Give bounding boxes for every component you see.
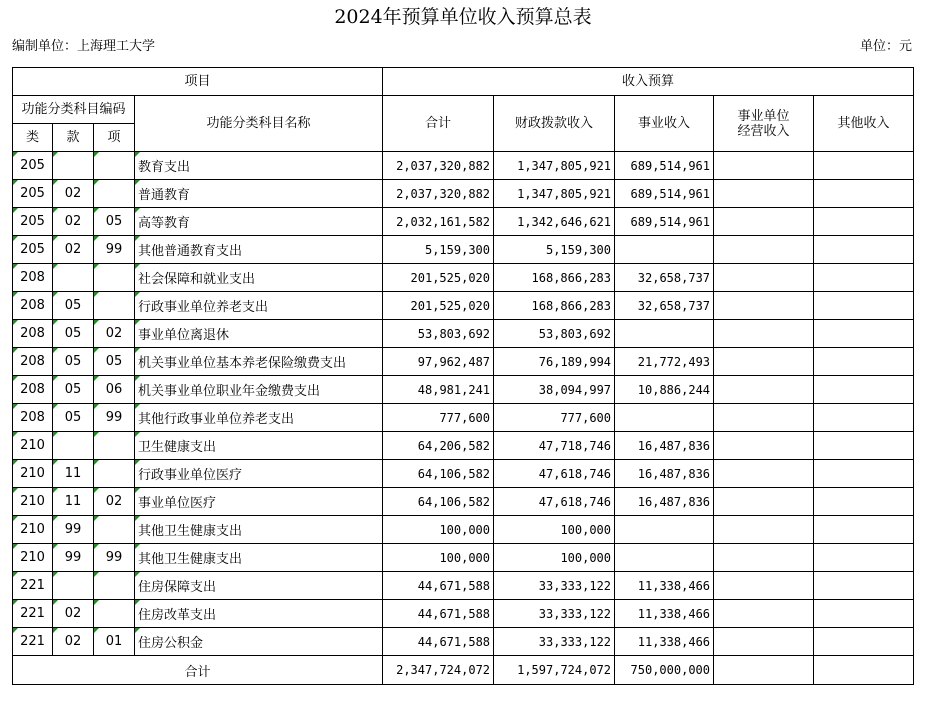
cell-total: 64,106,582	[383, 460, 494, 488]
cell-xiang: 99	[94, 236, 135, 264]
total-label: 合计	[13, 656, 383, 685]
total-business: 750,000,000	[615, 656, 714, 685]
cell-xiang	[94, 572, 135, 600]
header-operating-text: 事业单位经营收入	[737, 108, 790, 139]
cell-other	[814, 292, 914, 320]
header-func-code: 功能分类科目编码	[13, 96, 135, 124]
total-row	[13, 656, 914, 685]
cell-other	[814, 628, 914, 656]
table-row	[13, 488, 914, 516]
cell-lei: 205	[13, 236, 53, 264]
table-row	[13, 432, 914, 460]
cell-func-name: 住房保障支出	[135, 572, 383, 600]
cell-fiscal: 168,866,283	[494, 264, 615, 292]
header-kuan: 款	[53, 124, 94, 152]
cell-func-name: 教育支出	[135, 152, 383, 180]
cell-xiang: 02	[94, 320, 135, 348]
cell-business: 10,886,244	[615, 376, 714, 404]
header-income-budget: 收入预算	[383, 68, 914, 96]
cell-fiscal: 1,347,805,921	[494, 180, 615, 208]
cell-operating	[714, 628, 814, 656]
header-total: 合计	[383, 96, 494, 152]
cell-fiscal: 33,333,122	[494, 600, 615, 628]
cell-fiscal: 100,000	[494, 544, 615, 572]
cell-other	[814, 460, 914, 488]
cell-other	[814, 600, 914, 628]
cell-xiang: 06	[94, 376, 135, 404]
cell-xiang: 01	[94, 628, 135, 656]
cell-total: 97,962,487	[383, 348, 494, 376]
cell-lei: 208	[13, 348, 53, 376]
total-fiscal: 1,597,724,072	[494, 656, 615, 685]
cell-total: 2,037,320,882	[383, 180, 494, 208]
cell-kuan: 05	[53, 348, 94, 376]
cell-xiang	[94, 516, 135, 544]
table-body	[13, 152, 914, 656]
cell-total: 44,671,588	[383, 628, 494, 656]
header-other: 其他收入	[814, 96, 914, 152]
header-row-2	[13, 96, 914, 124]
cell-kuan: 02	[53, 628, 94, 656]
header-func-name: 功能分类科目名称	[135, 96, 383, 152]
total-other	[814, 656, 914, 685]
cell-operating	[714, 236, 814, 264]
header-lei: 类	[13, 124, 53, 152]
cell-operating	[714, 348, 814, 376]
cell-func-name: 行政事业单位养老支出	[135, 292, 383, 320]
cell-xiang	[94, 460, 135, 488]
cell-business: 21,772,493	[615, 348, 714, 376]
cell-lei: 208	[13, 404, 53, 432]
cell-total: 100,000	[383, 544, 494, 572]
cell-operating	[714, 152, 814, 180]
cell-fiscal: 100,000	[494, 516, 615, 544]
cell-operating	[714, 516, 814, 544]
cell-xiang	[94, 152, 135, 180]
cell-operating	[714, 544, 814, 572]
cell-kuan: 02	[53, 180, 94, 208]
table-row	[13, 152, 914, 180]
cell-fiscal: 1,342,646,621	[494, 208, 615, 236]
cell-xiang	[94, 432, 135, 460]
cell-xiang: 99	[94, 404, 135, 432]
cell-total: 64,206,582	[383, 432, 494, 460]
cell-other	[814, 432, 914, 460]
cell-total: 201,525,020	[383, 264, 494, 292]
cell-business	[615, 320, 714, 348]
cell-func-name: 住房公积金	[135, 628, 383, 656]
cell-func-name: 普通教育	[135, 180, 383, 208]
header-xiang: 项	[94, 124, 135, 152]
cell-lei: 210	[13, 516, 53, 544]
cell-kuan	[53, 264, 94, 292]
cell-operating	[714, 572, 814, 600]
cell-operating	[714, 488, 814, 516]
cell-business: 11,338,466	[615, 628, 714, 656]
total-sum: 2,347,724,072	[383, 656, 494, 685]
header-project: 项目	[13, 68, 383, 96]
cell-fiscal: 777,600	[494, 404, 615, 432]
cell-kuan	[53, 572, 94, 600]
table-row	[13, 544, 914, 572]
cell-business	[615, 404, 714, 432]
cell-other	[814, 152, 914, 180]
header-operating	[714, 96, 814, 152]
table-row	[13, 376, 914, 404]
cell-func-name: 其他卫生健康支出	[135, 544, 383, 572]
cell-func-name: 社会保障和就业支出	[135, 264, 383, 292]
cell-operating	[714, 404, 814, 432]
total-operating	[714, 656, 814, 685]
cell-business: 16,487,836	[615, 432, 714, 460]
table-row	[13, 460, 914, 488]
cell-total: 777,600	[383, 404, 494, 432]
cell-func-name: 事业单位离退休	[135, 320, 383, 348]
table-row	[13, 572, 914, 600]
cell-kuan: 99	[53, 516, 94, 544]
cell-business: 689,514,961	[615, 152, 714, 180]
cell-lei: 210	[13, 460, 53, 488]
cell-fiscal: 47,618,746	[494, 488, 615, 516]
cell-func-name: 其他行政事业单位养老支出	[135, 404, 383, 432]
cell-business: 11,338,466	[615, 572, 714, 600]
table-row	[13, 236, 914, 264]
cell-lei: 221	[13, 572, 53, 600]
cell-lei: 205	[13, 152, 53, 180]
cell-fiscal: 47,618,746	[494, 460, 615, 488]
header-fiscal: 财政拨款收入	[494, 96, 615, 152]
cell-xiang: 99	[94, 544, 135, 572]
table-row	[13, 404, 914, 432]
cell-business: 32,658,737	[615, 292, 714, 320]
cell-other	[814, 544, 914, 572]
cell-other	[814, 180, 914, 208]
cell-business: 16,487,836	[615, 460, 714, 488]
cell-func-name: 其他普通教育支出	[135, 236, 383, 264]
table-row	[13, 180, 914, 208]
cell-business: 32,658,737	[615, 264, 714, 292]
cell-lei: 208	[13, 320, 53, 348]
cell-fiscal: 47,718,746	[494, 432, 615, 460]
cell-xiang	[94, 180, 135, 208]
cell-lei: 210	[13, 432, 53, 460]
cell-total: 2,037,320,882	[383, 152, 494, 180]
cell-func-name: 机关事业单位职业年金缴费支出	[135, 376, 383, 404]
cell-fiscal: 5,159,300	[494, 236, 615, 264]
cell-func-name: 住房改革支出	[135, 600, 383, 628]
cell-kuan: 05	[53, 292, 94, 320]
table-row	[13, 516, 914, 544]
cell-total: 64,106,582	[383, 488, 494, 516]
budget-table	[12, 67, 914, 685]
cell-lei: 205	[13, 180, 53, 208]
cell-other	[814, 488, 914, 516]
cell-operating	[714, 264, 814, 292]
cell-fiscal: 1,347,805,921	[494, 152, 615, 180]
cell-business: 689,514,961	[615, 180, 714, 208]
cell-operating	[714, 292, 814, 320]
cell-total: 2,032,161,582	[383, 208, 494, 236]
cell-business: 689,514,961	[615, 208, 714, 236]
cell-total: 53,803,692	[383, 320, 494, 348]
cell-total: 5,159,300	[383, 236, 494, 264]
cell-xiang	[94, 600, 135, 628]
cell-other	[814, 236, 914, 264]
cell-lei: 210	[13, 544, 53, 572]
cell-kuan: 02	[53, 236, 94, 264]
cell-lei: 221	[13, 600, 53, 628]
cell-kuan: 05	[53, 404, 94, 432]
cell-other	[814, 320, 914, 348]
cell-fiscal: 33,333,122	[494, 628, 615, 656]
table-row	[13, 320, 914, 348]
table-row	[13, 628, 914, 656]
cell-lei: 208	[13, 292, 53, 320]
cell-other	[814, 404, 914, 432]
cell-operating	[714, 432, 814, 460]
cell-kuan: 11	[53, 460, 94, 488]
cell-lei: 208	[13, 264, 53, 292]
cell-lei: 208	[13, 376, 53, 404]
cell-fiscal: 53,803,692	[494, 320, 615, 348]
cell-kuan: 05	[53, 320, 94, 348]
cell-other	[814, 516, 914, 544]
cell-func-name: 事业单位医疗	[135, 488, 383, 516]
cell-xiang: 02	[94, 488, 135, 516]
cell-other	[814, 376, 914, 404]
cell-other	[814, 264, 914, 292]
cell-kuan: 05	[53, 376, 94, 404]
cell-kuan: 02	[53, 600, 94, 628]
table-row	[13, 348, 914, 376]
cell-kuan	[53, 152, 94, 180]
cell-func-name: 高等教育	[135, 208, 383, 236]
cell-kuan: 11	[53, 488, 94, 516]
cell-total: 201,525,020	[383, 292, 494, 320]
cell-other	[814, 208, 914, 236]
cell-other	[814, 348, 914, 376]
cell-business: 11,338,466	[615, 600, 714, 628]
cell-business: 16,487,836	[615, 488, 714, 516]
cell-xiang: 05	[94, 208, 135, 236]
cell-operating	[714, 460, 814, 488]
cell-lei: 205	[13, 208, 53, 236]
table-row	[13, 292, 914, 320]
cell-operating	[714, 320, 814, 348]
cell-xiang: 05	[94, 348, 135, 376]
header-row-1	[13, 68, 914, 96]
cell-business	[615, 544, 714, 572]
table-row	[13, 208, 914, 236]
organization-label: 编制单位：上海理工大学	[12, 39, 156, 54]
cell-func-name: 卫生健康支出	[135, 432, 383, 460]
page-title: 2024年预算单位收入预算总表	[334, 6, 592, 28]
cell-total: 100,000	[383, 516, 494, 544]
cell-fiscal: 168,866,283	[494, 292, 615, 320]
cell-kuan	[53, 432, 94, 460]
cell-func-name: 行政事业单位医疗	[135, 460, 383, 488]
cell-lei: 210	[13, 488, 53, 516]
cell-fiscal: 33,333,122	[494, 572, 615, 600]
table-row	[13, 600, 914, 628]
cell-other	[814, 572, 914, 600]
cell-total: 48,981,241	[383, 376, 494, 404]
cell-kuan: 02	[53, 208, 94, 236]
cell-operating	[714, 600, 814, 628]
cell-total: 44,671,588	[383, 572, 494, 600]
cell-operating	[714, 376, 814, 404]
cell-business	[615, 516, 714, 544]
table-row	[13, 264, 914, 292]
cell-kuan: 99	[53, 544, 94, 572]
cell-func-name: 机关事业单位基本养老保险缴费支出	[135, 348, 383, 376]
cell-func-name: 其他卫生健康支出	[135, 516, 383, 544]
currency-unit-label: 单位：元	[859, 39, 912, 54]
cell-business	[615, 236, 714, 264]
cell-operating	[714, 208, 814, 236]
cell-operating	[714, 180, 814, 208]
cell-fiscal: 76,189,994	[494, 348, 615, 376]
cell-fiscal: 38,094,997	[494, 376, 615, 404]
cell-total: 44,671,588	[383, 600, 494, 628]
header-business: 事业收入	[615, 96, 714, 152]
cell-xiang	[94, 264, 135, 292]
cell-lei: 221	[13, 628, 53, 656]
cell-xiang	[94, 292, 135, 320]
